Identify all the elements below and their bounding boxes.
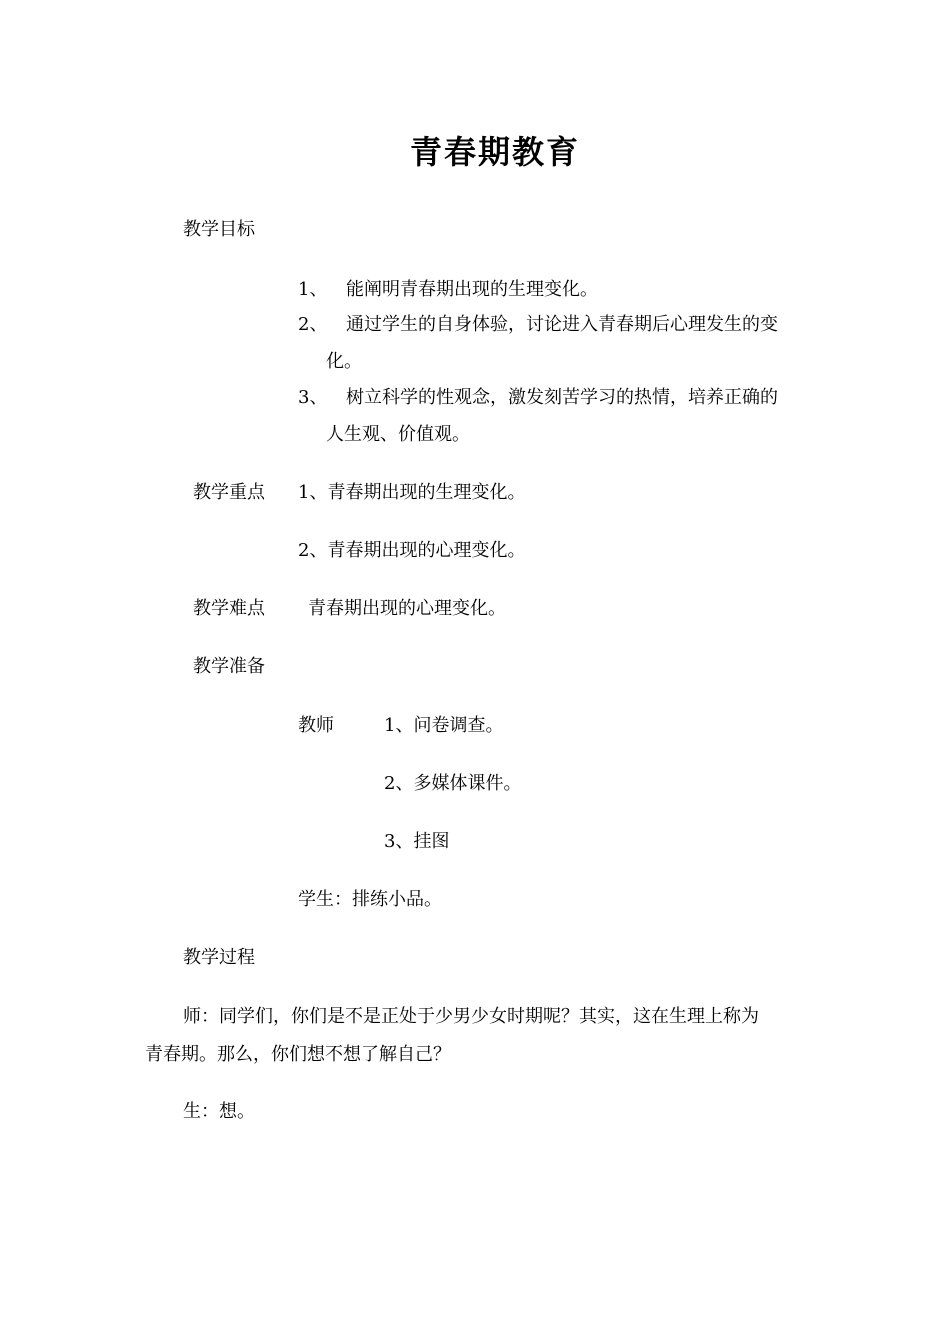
objective-2-number: 2、 — [298, 314, 328, 335]
objective-3-text-line1: 树立科学的性观念，激发刻苦学习的热情，培养正确的 — [346, 387, 778, 408]
keypoint-2: 2、青春期出现的心理变化。 — [298, 540, 526, 561]
objective-3-number: 3、 — [298, 387, 328, 408]
objective-1-text: 能阐明青春期出现的生理变化。 — [346, 279, 598, 300]
teacher-label: 教师 — [298, 715, 334, 736]
objective-2-text-line1: 通过学生的自身体验，讨论进入青春期后心理发生的变 — [346, 314, 778, 335]
teacher-item-2: 2、多媒体课件。 — [384, 773, 522, 794]
keypoint-1: 1、青春期出现的生理变化。 — [298, 482, 526, 503]
difficulty-heading: 教学难点 — [193, 598, 265, 619]
teacher-item-1: 1、问卷调查。 — [384, 715, 504, 736]
preparation-heading: 教学准备 — [193, 656, 265, 677]
teacher-item-3: 3、挂图 — [384, 831, 450, 852]
difficulty-text: 青春期出现的心理变化。 — [308, 598, 506, 619]
keypoints-heading: 教学重点 — [193, 482, 265, 503]
process-heading: 教学过程 — [183, 947, 255, 968]
student-preparation: 学生：排练小品。 — [298, 889, 442, 910]
student-reply: 生：想。 — [183, 1101, 255, 1122]
objectives-heading: 教学目标 — [183, 219, 255, 240]
objective-2-text-line2: 化。 — [326, 351, 362, 372]
teacher-dialogue-line2: 青春期。那么，你们想不想了解自己？ — [145, 1044, 451, 1065]
teacher-dialogue-line1: 师：同学们，你们是不是正处于少男少女时期呢？其实，这在生理上称为 — [183, 1006, 759, 1027]
document-title: 青春期教育 — [409, 133, 580, 171]
objective-1-number: 1、 — [298, 279, 328, 300]
objective-3-text-line2: 人生观、价值观。 — [326, 424, 470, 445]
